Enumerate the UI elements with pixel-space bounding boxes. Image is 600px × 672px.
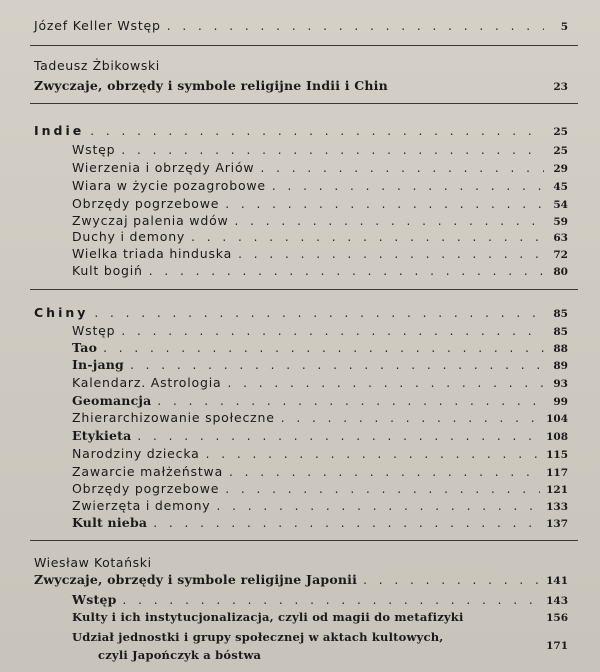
entry-page: 137 <box>546 518 568 530</box>
heading-page: 85 <box>553 308 568 320</box>
toc-entry-continuation <box>98 640 568 662</box>
toc-entry <box>72 464 568 479</box>
leader-dots <box>137 429 540 443</box>
leader-dots <box>217 499 541 513</box>
leader-dots <box>206 447 540 461</box>
toc-entry <box>72 263 568 278</box>
chapter-title: Zwyczaje, obrzędy i symbole religijne Indii i Chin <box>34 78 388 93</box>
leader-dots <box>281 411 540 425</box>
toc-entry <box>72 196 568 211</box>
toc-entry <box>72 630 568 644</box>
leader-dots <box>363 573 540 587</box>
section-divider <box>30 289 578 290</box>
leader-dots <box>238 247 544 261</box>
heading-label: Indie <box>34 123 85 138</box>
toc-entry <box>72 213 568 228</box>
toc-entry <box>72 592 568 607</box>
entry-page: 88 <box>553 343 568 355</box>
leader-dots <box>167 19 544 33</box>
entry-page: 143 <box>546 595 568 607</box>
toc-entry <box>72 340 568 355</box>
toc-entry-keller <box>34 18 568 33</box>
entry-page: 5 <box>560 21 568 33</box>
entry-title: Wstęp <box>72 323 116 338</box>
entry-title: Zawarcie małżeństwa <box>72 464 224 479</box>
entry-page: 117 <box>546 467 568 479</box>
leader-dots <box>225 482 540 496</box>
entry-title: Etykieta <box>72 428 132 443</box>
entry-page: 63 <box>553 232 568 244</box>
leader-dots <box>260 161 544 175</box>
toc-entry <box>72 446 568 461</box>
chapter-page: 23 <box>553 81 568 93</box>
toc-heading-chiny <box>34 305 568 320</box>
leader-dots <box>235 214 544 228</box>
entry-page: 99 <box>553 396 568 408</box>
entry-title: Zwyczaj palenia wdów <box>72 213 229 228</box>
toc-entry <box>72 410 568 425</box>
entry-title: Wierzenia i obrzędy Ariów <box>72 160 255 175</box>
entry-page: 54 <box>553 199 568 211</box>
leader-dots <box>225 197 544 211</box>
toc-entry <box>72 142 568 157</box>
leader-dots <box>121 324 544 338</box>
entry-page: 29 <box>553 163 568 175</box>
entry-page: 121 <box>546 484 568 496</box>
chapter-page: 141 <box>546 575 568 587</box>
entry-title: Wiara w życie pozagrobowe <box>72 178 266 193</box>
chapter-title-row <box>34 78 568 93</box>
heading-page: 25 <box>553 126 568 138</box>
toc-entry <box>72 515 568 530</box>
entry-title: Wielka triada hinduska <box>72 246 233 261</box>
entry-title: Wstęp <box>72 142 116 157</box>
leader-dots <box>94 306 544 320</box>
entry-title: Geomancja <box>72 393 152 408</box>
leader-dots <box>157 394 544 408</box>
leader-dots <box>130 358 544 372</box>
entry-title: Zwierzęta i demony <box>72 498 211 513</box>
section-divider <box>30 540 578 541</box>
entry-title: Kulty i ich instytucjonalizacja, czyli od magii do metafizyki <box>72 610 464 624</box>
toc-entry <box>72 498 568 513</box>
leader-dots <box>272 179 544 193</box>
leader-dots <box>123 593 541 607</box>
toc-entry <box>72 428 568 443</box>
entry-title: In-jang <box>72 357 124 372</box>
entry-title: Kult nieba <box>72 515 148 530</box>
leader-dots <box>90 124 544 138</box>
entry-title: Józef Keller Wstęp <box>34 18 161 33</box>
toc-entry <box>72 323 568 338</box>
entry-title: Zhierarchizowanie społeczne <box>72 410 275 425</box>
entry-page: 156 <box>546 612 568 624</box>
toc-entry <box>72 229 568 244</box>
entry-page: 108 <box>546 431 568 443</box>
entry-page: 72 <box>553 249 568 261</box>
toc-entry <box>72 375 568 390</box>
entry-page: 59 <box>553 216 568 228</box>
entry-title: Duchy i demony <box>72 229 186 244</box>
section-divider <box>30 103 578 104</box>
author-name: Wiesław Kotański <box>34 555 152 570</box>
entry-title: Narodziny dziecka <box>72 446 200 461</box>
entry-title: Tao <box>72 340 98 355</box>
entry-page: 171 <box>546 640 568 652</box>
author-name: Tadeusz Żbikowski <box>34 58 160 73</box>
leader-dots <box>149 264 544 278</box>
entry-page: 115 <box>546 449 568 461</box>
entry-page: 45 <box>553 181 568 193</box>
section-divider <box>30 45 578 46</box>
entry-page: 93 <box>553 378 568 390</box>
leader-dots <box>227 376 544 390</box>
entry-title: Wstęp <box>72 592 117 607</box>
toc-entry <box>72 246 568 261</box>
leader-dots <box>229 465 540 479</box>
leader-dots <box>191 230 544 244</box>
chapter-title: Zwyczaje, obrzędy i symbole religijne Japonii <box>34 572 358 587</box>
entry-title: Obrzędy pogrzebowe <box>72 196 220 211</box>
entry-page: 25 <box>553 145 568 157</box>
toc-entry <box>72 610 568 624</box>
entry-page: 104 <box>546 413 568 425</box>
entry-title: Kult bogiń <box>72 263 143 278</box>
entry-title: Kalendarz. Astrologia <box>72 375 222 390</box>
entry-title: Udział jednostki i grupy społecznej w aktach kultowych, <box>72 630 444 644</box>
entry-page: 133 <box>546 501 568 513</box>
leader-dots <box>103 341 544 355</box>
leader-dots <box>153 516 540 530</box>
toc-entry <box>72 160 568 175</box>
toc-entry <box>72 357 568 372</box>
toc-heading-indie <box>34 123 568 138</box>
entry-page: 80 <box>553 266 568 278</box>
entry-title-continued: czyli Japończyk a bóstwa <box>98 648 262 662</box>
heading-label: Chiny <box>34 305 89 320</box>
entry-page: 89 <box>553 360 568 372</box>
toc-entry <box>72 178 568 193</box>
toc-entry <box>72 481 568 496</box>
chapter-title-row <box>34 572 568 587</box>
entry-page: 85 <box>553 326 568 338</box>
leader-dots <box>121 143 544 157</box>
entry-title: Obrzędy pogrzebowe <box>72 481 220 496</box>
toc-entry <box>72 393 568 408</box>
